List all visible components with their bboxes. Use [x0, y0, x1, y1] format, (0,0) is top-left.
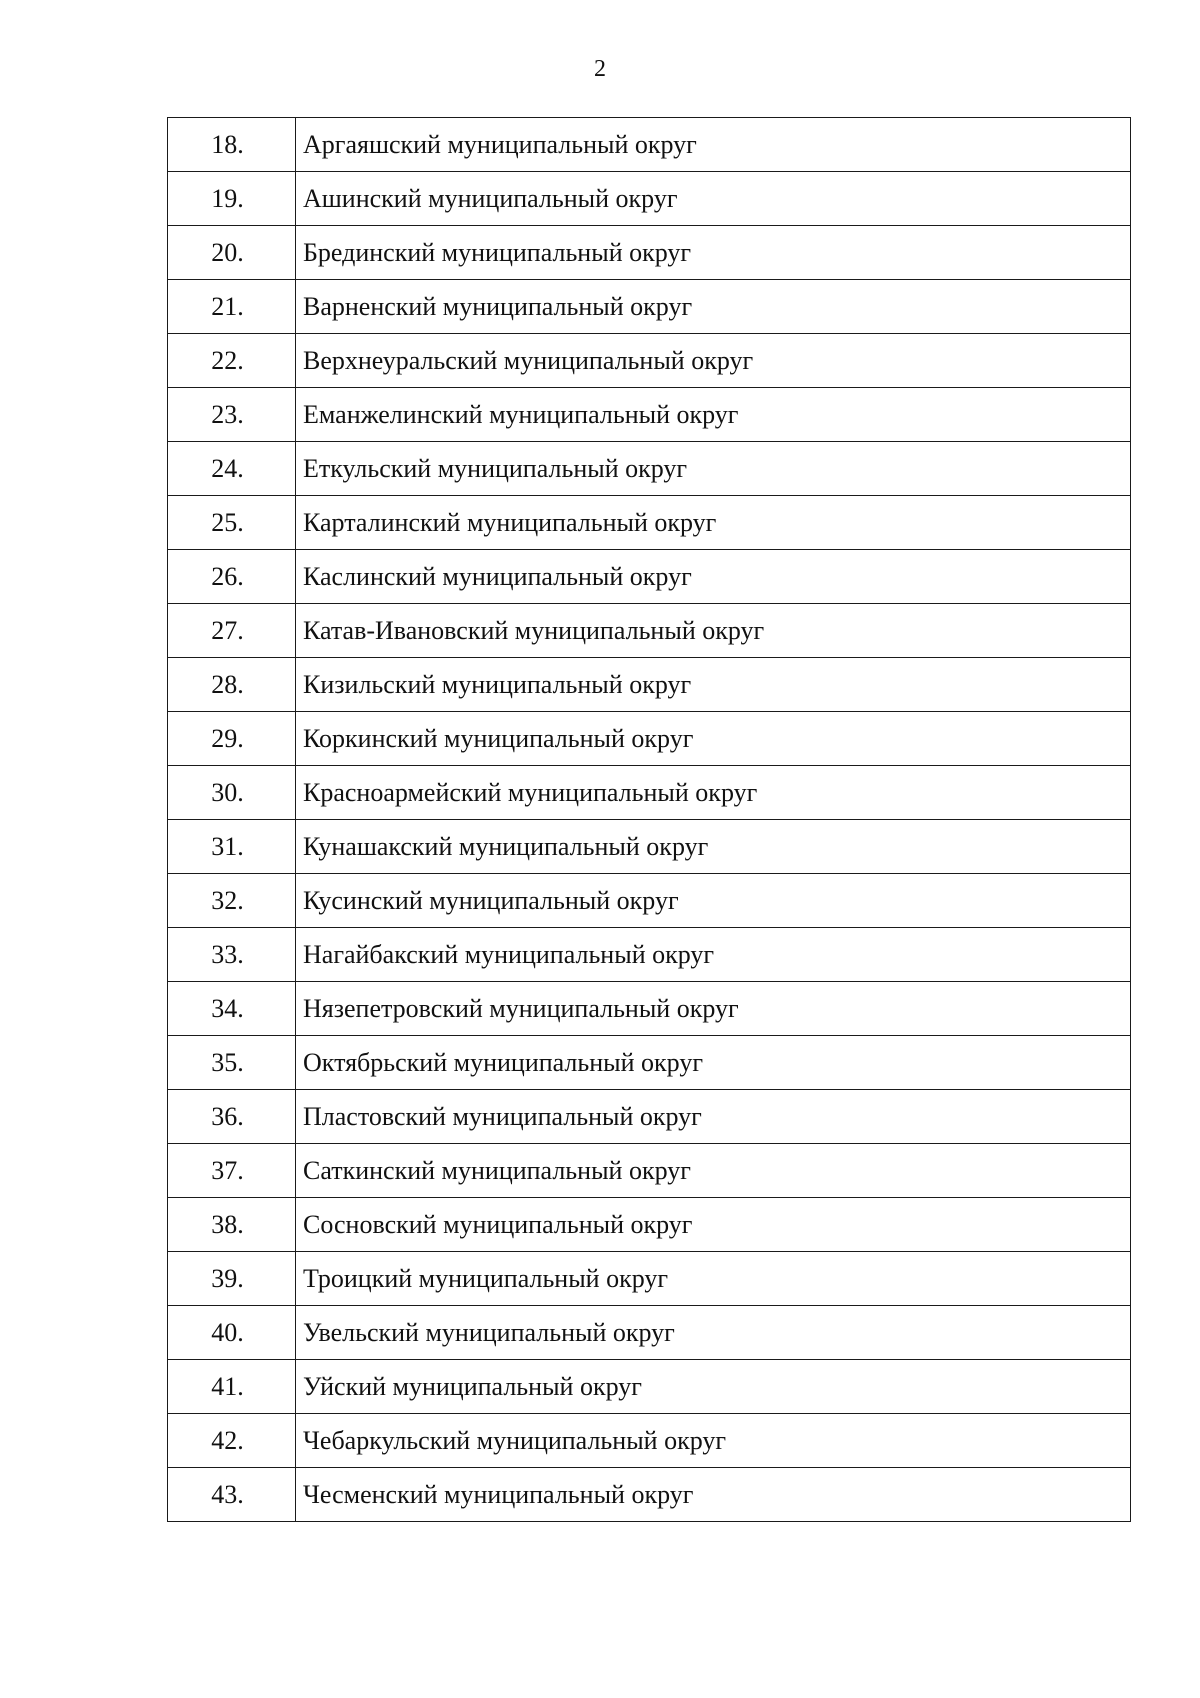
district-name: Троицкий муниципальный округ — [296, 1252, 1131, 1306]
row-number: 21. — [168, 280, 296, 334]
table-row — [168, 1306, 1131, 1360]
district-name: Каслинский муниципальный округ — [296, 550, 1131, 604]
table-row — [168, 1090, 1131, 1144]
table-row — [168, 982, 1131, 1036]
row-number: 33. — [168, 928, 296, 982]
row-number: 43. — [168, 1468, 296, 1522]
row-number: 26. — [168, 550, 296, 604]
district-name: Красноармейский муниципальный округ — [296, 766, 1131, 820]
table-row — [168, 1414, 1131, 1468]
district-name: Октябрьский муниципальный округ — [296, 1036, 1131, 1090]
row-number: 23. — [168, 388, 296, 442]
table-row — [168, 118, 1131, 172]
table-row — [168, 550, 1131, 604]
district-name: Сосновский муниципальный округ — [296, 1198, 1131, 1252]
row-number: 18. — [168, 118, 296, 172]
row-number: 38. — [168, 1198, 296, 1252]
table-row — [168, 1144, 1131, 1198]
row-number: 32. — [168, 874, 296, 928]
table-row — [168, 820, 1131, 874]
row-number: 27. — [168, 604, 296, 658]
row-number: 41. — [168, 1360, 296, 1414]
row-number: 35. — [168, 1036, 296, 1090]
row-number: 42. — [168, 1414, 296, 1468]
row-number: 22. — [168, 334, 296, 388]
row-number: 19. — [168, 172, 296, 226]
district-name: Брединский муниципальный округ — [296, 226, 1131, 280]
district-name: Чесменский муниципальный округ — [296, 1468, 1131, 1522]
row-number: 37. — [168, 1144, 296, 1198]
districts-table-body — [168, 118, 1131, 1522]
table-row — [168, 226, 1131, 280]
districts-table — [167, 117, 1131, 1522]
table-row — [168, 604, 1131, 658]
district-name: Саткинский муниципальный округ — [296, 1144, 1131, 1198]
table-row — [168, 496, 1131, 550]
table-row — [168, 874, 1131, 928]
row-number: 29. — [168, 712, 296, 766]
row-number: 40. — [168, 1306, 296, 1360]
row-number: 36. — [168, 1090, 296, 1144]
table-row — [168, 442, 1131, 496]
table-row — [168, 1198, 1131, 1252]
table-row — [168, 172, 1131, 226]
district-name: Увельский муниципальный округ — [296, 1306, 1131, 1360]
district-name: Чебаркульский муниципальный округ — [296, 1414, 1131, 1468]
district-name: Нязепетровский муниципальный округ — [296, 982, 1131, 1036]
district-name: Еманжелинский муниципальный округ — [296, 388, 1131, 442]
row-number: 25. — [168, 496, 296, 550]
row-number: 20. — [168, 226, 296, 280]
district-name: Катав-Ивановский муниципальный округ — [296, 604, 1131, 658]
district-name: Кизильский муниципальный округ — [296, 658, 1131, 712]
district-name: Кусинский муниципальный округ — [296, 874, 1131, 928]
district-name: Коркинский муниципальный округ — [296, 712, 1131, 766]
district-name: Аргаяшский муниципальный округ — [296, 118, 1131, 172]
district-name: Уйский муниципальный округ — [296, 1360, 1131, 1414]
table-row — [168, 766, 1131, 820]
table-row — [168, 388, 1131, 442]
district-name: Еткульский муниципальный округ — [296, 442, 1131, 496]
table-row — [168, 712, 1131, 766]
district-name: Нагайбакский муниципальный округ — [296, 928, 1131, 982]
district-name: Пластовский муниципальный округ — [296, 1090, 1131, 1144]
page-number: 2 — [594, 56, 606, 82]
table-row — [168, 658, 1131, 712]
table-row — [168, 1036, 1131, 1090]
district-name: Варненский муниципальный округ — [296, 280, 1131, 334]
row-number: 31. — [168, 820, 296, 874]
district-name: Верхнеуральский муниципальный округ — [296, 334, 1131, 388]
table-row — [168, 334, 1131, 388]
districts-table-container — [167, 117, 1130, 1522]
district-name: Ашинский муниципальный округ — [296, 172, 1131, 226]
row-number: 30. — [168, 766, 296, 820]
row-number: 28. — [168, 658, 296, 712]
table-row — [168, 928, 1131, 982]
table-row — [168, 1360, 1131, 1414]
row-number: 24. — [168, 442, 296, 496]
row-number: 34. — [168, 982, 296, 1036]
row-number: 39. — [168, 1252, 296, 1306]
district-name: Кунашакский муниципальный округ — [296, 820, 1131, 874]
table-row — [168, 1468, 1131, 1522]
table-row — [168, 1252, 1131, 1306]
table-row — [168, 280, 1131, 334]
district-name: Карталинский муниципальный округ — [296, 496, 1131, 550]
